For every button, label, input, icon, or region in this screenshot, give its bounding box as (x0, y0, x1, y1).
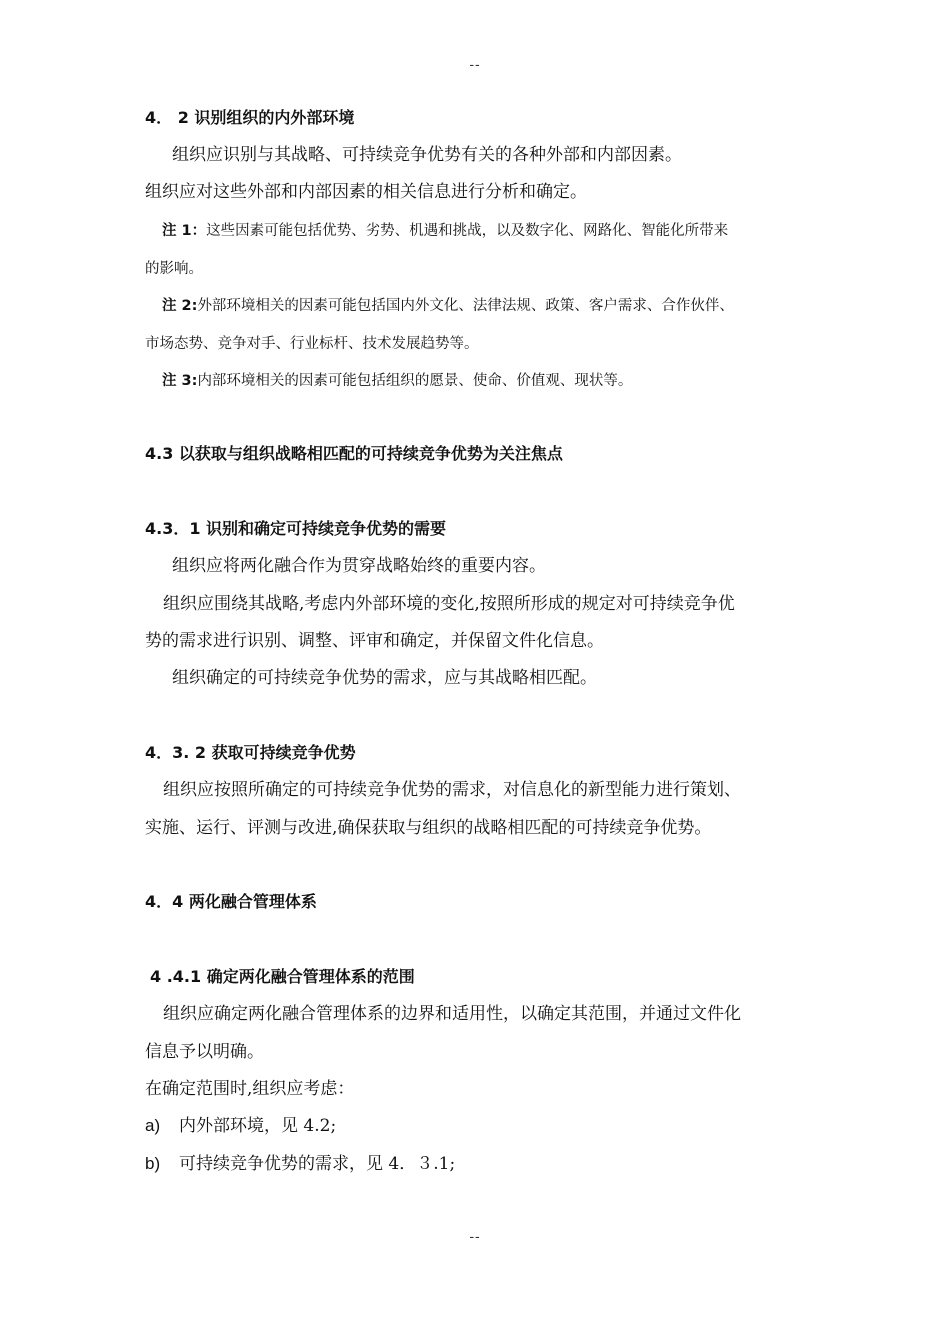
note-3-text: 内部环境相关的因素可能包括组织的愿景、使命、价值观、现状等。 (197, 373, 633, 389)
list-item-marker: a) (145, 1116, 161, 1135)
page-footer-mark: -- (469, 1228, 481, 1244)
note-3 (162, 369, 632, 393)
paragraph-4-3-1-2: 组织应围绕其战略,考虑内外部环境的变化,按照所形成的规定对可持续竞争优 (163, 594, 735, 614)
heading-4-4: 4．4 两化融合管理体系 (145, 892, 317, 911)
list-item (145, 1114, 336, 1138)
paragraph-4-3-1-1: 组织应将两化融合作为贯穿战略始终的重要内容。 (172, 556, 546, 576)
heading-4-3-2: 4．3. 2 获取可持续竞争优势 (145, 743, 356, 762)
paragraph-4-3-2-1-continuation: 实施、运行、评测与改进,确保获取与组织的战略相匹配的可持续竞争优势。 (145, 818, 712, 838)
paragraph-4-3-1-2-continuation: 势的需求进行识别、调整、评审和确定，并保留文件化信息。 (145, 631, 604, 651)
note-3-label: 注 3: (162, 373, 198, 389)
paragraph-4-2-2: 组织应对这些外部和内部因素的相关信息进行分析和确定。 (145, 182, 587, 202)
note-1-continuation: 的影响。 (145, 261, 203, 277)
heading-4-2: 4． 2 识别组织的内外部环境 (145, 108, 355, 127)
paragraph-4-4-1-2: 在确定范围时,组织应考虑： (145, 1079, 355, 1099)
paragraph-4-3-2-1: 组织应按照所确定的可持续竞争优势的需求，对信息化的新型能力进行策划、 (163, 780, 741, 800)
list-item-text: 可持续竞争优势的需求，见 4．３.1; (179, 1154, 456, 1174)
heading-4-4-1: 4 .4.1 确定两化融合管理体系的范围 (150, 967, 415, 986)
heading-4-3-1: 4.3．1 识别和确定可持续竞争优势的需要 (145, 519, 447, 538)
heading-4-3: 4.3 以获取与组织战略相匹配的可持续竞争优势为关注焦点 (145, 444, 563, 463)
note-2-text: 外部环境相关的因素可能包括国内外文化、法律法规、政策、客户需求、合作伙伴、 (197, 298, 734, 314)
paragraph-4-2-1: 组织应识别与其战略、可持续竞争优势有关的各种外部和内部因素。 (172, 145, 682, 165)
list-item-marker: b) (145, 1154, 161, 1173)
note-2-continuation: 市场态势、竞争对手、行业标杆、技术发展趋势等。 (145, 336, 479, 352)
paragraph-4-4-1-1-continuation: 信息予以明确。 (145, 1042, 264, 1062)
note-2 (162, 294, 734, 318)
paragraph-4-4-1-1: 组织应确定两化融合管理体系的边界和适用性，以确定其范围，并通过文件化 (163, 1004, 741, 1024)
note-1-text: 这些因素可能包括优势、劣势、机遇和挑战，以及数字化、网路化、智能化所带来 (206, 223, 729, 239)
list-item (145, 1152, 455, 1176)
list-item-text: 内外部环境，见 4.2; (179, 1116, 337, 1136)
note-1-label: 注 1： (162, 223, 207, 239)
note-2-label: 注 2: (162, 298, 198, 314)
paragraph-4-3-1-3: 组织确定的可持续竞争优势的需求，应与其战略相匹配。 (172, 668, 597, 688)
page-header-mark: -- (469, 56, 481, 72)
note-1 (162, 219, 728, 243)
